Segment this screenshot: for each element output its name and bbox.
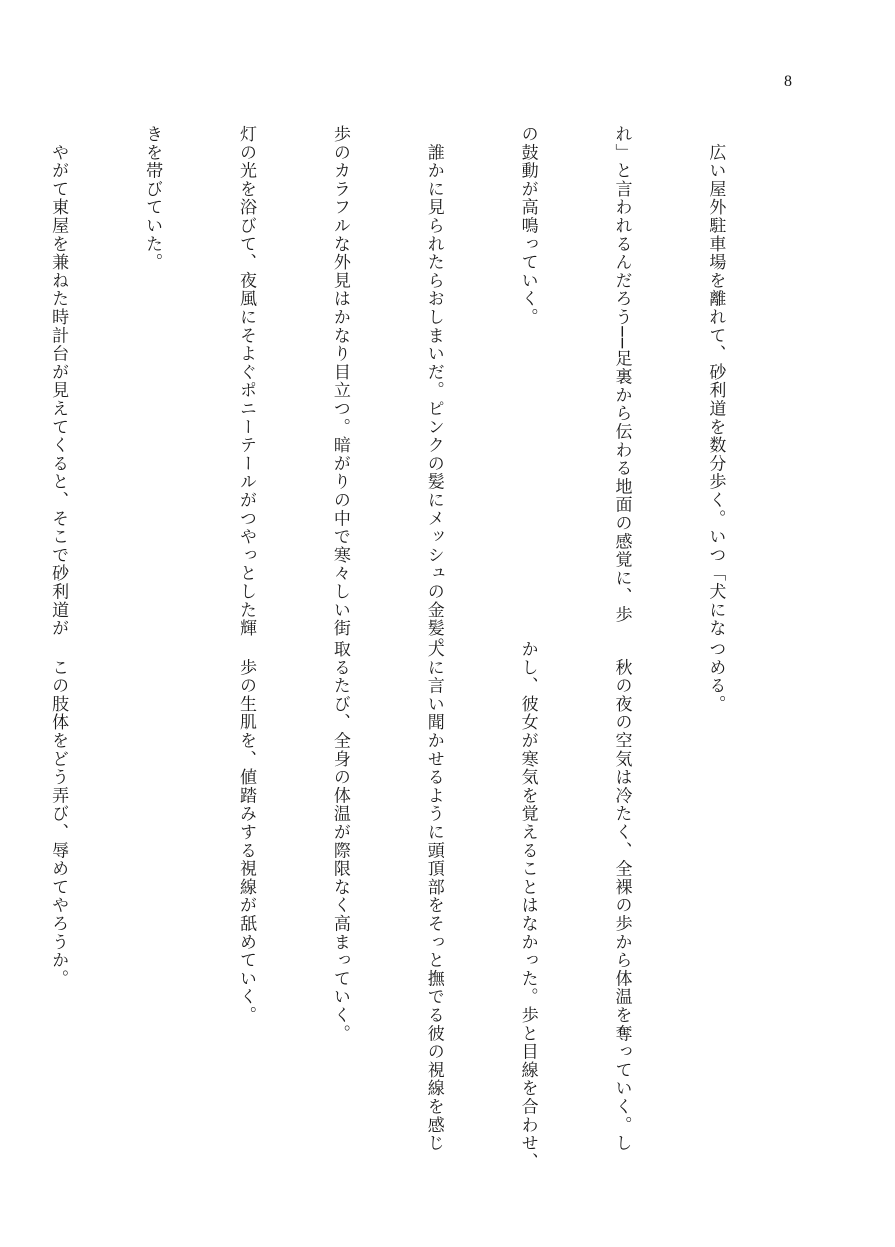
text-column: 広い屋外駐車場を離れて、砂利道を数分歩く。いつ「犬にな <box>705 125 726 638</box>
upper-text-block <box>0 125 793 656</box>
text-column: れ」と言われるんだろう──足裏から伝わる地面の感覚に、歩 <box>611 125 632 624</box>
blank-column <box>136 640 167 1150</box>
text-column: 秋の夜の空気は冷たく、全裸の歩から体温を奪っていく。し <box>611 640 632 1153</box>
text-column: の鼓動が高鳴っていく。 <box>517 125 538 327</box>
text-column: 歩のカラフルな外見はかなり目立つ。暗がりの中で寒々しい街 <box>329 125 350 638</box>
text-column: かし、彼女が寒気を覚えることはなかった。歩と目線を合わせ、 <box>517 640 538 1171</box>
text-column: やがて東屋を兼ねた時計台が見えてくると、そこで砂利道が <box>48 125 69 638</box>
text-column: 歩の生肌を、値踏みする視線が舐めていく。 <box>235 640 256 1025</box>
text-column: つめる。 <box>705 640 726 714</box>
text-column: きを帯びていた。 <box>142 125 163 272</box>
text-column: 犬に言い聞かせるように頭頂部をそっと撫でる彼の視線を感じ <box>423 640 444 1153</box>
text-column: 灯の光を浴びて、夜風にそよぐポニーテールがつやっとした輝 <box>235 125 256 638</box>
text-column: 取るたび、全身の体温が際限なく高まっていく。 <box>329 640 350 1043</box>
text-column: この肢体をどう弄び、辱めてやろうか。 <box>48 640 69 988</box>
lower-text-block <box>0 640 793 1171</box>
text-column: 誰かに見られたらおしまいだ。ピンクの髪にメッシュの金髪。 <box>423 125 444 656</box>
page-number: 8 <box>784 73 792 90</box>
